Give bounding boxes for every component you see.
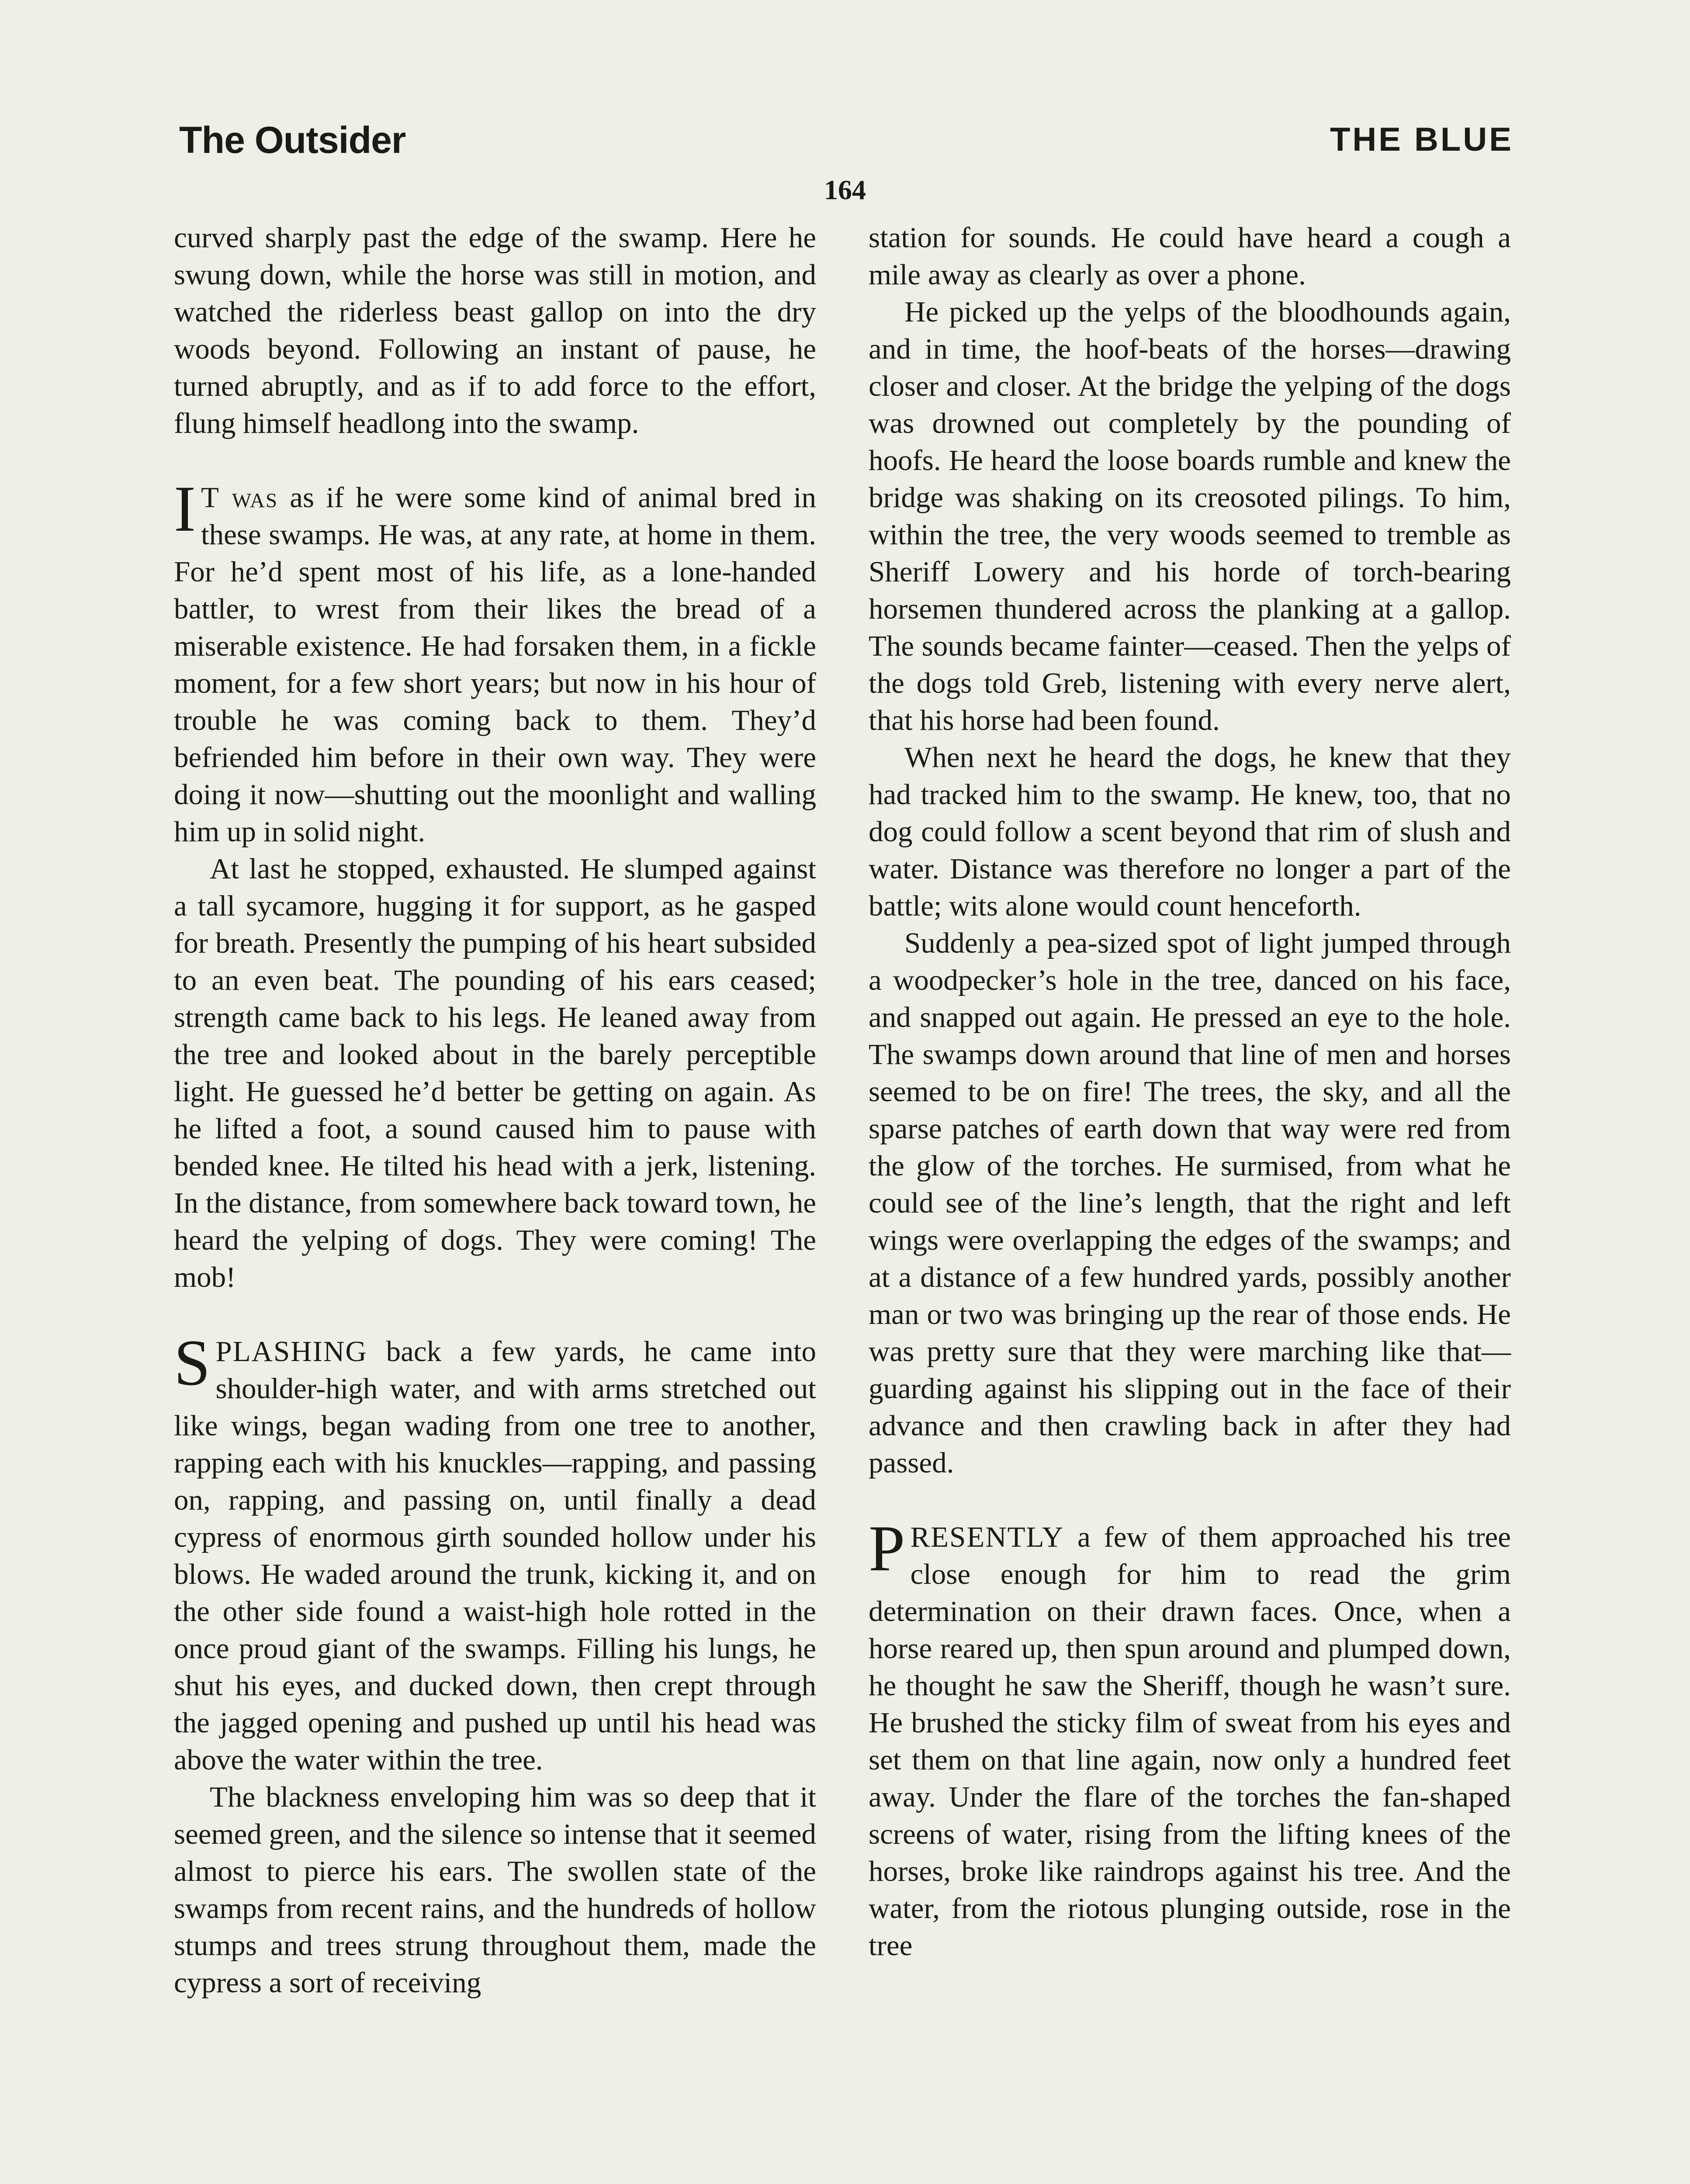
lead-in: PLASHING xyxy=(215,1335,367,1368)
section-paragraph xyxy=(174,473,816,850)
right-column xyxy=(869,219,1511,1964)
drop-cap: S xyxy=(174,1327,211,1399)
paragraph: At last he stopped, exhausted. He slumped against a tall sycamore, hugging it for support, as he gasped for breath. Presently the pumping of his heart subsided to an even beat. The pounding of his ears ceased; strength came back to his legs. He leaned away from the tree and looked about in the barely perceptible light. He guessed he’d better be getting on again. As he lifted a foot, a sound caused him to pause with bended knee. He tilted his head with a jerk, listening. In the distance, from somewhere back toward town, he heard the yelping of dogs. They were coming! The mob! xyxy=(174,853,816,1293)
paragraph: station for sounds. He could have heard a cough a mile away as clearly as over a phone. xyxy=(869,221,1511,291)
paragraph: Suddenly a pea-sized spot of light jumped through a woodpecker’s hole in the tree, danced on his face, and snapped out again. He pressed an eye to the hole. The swamps down around that line of men and horses seemed to be on fire! The trees, the sky, and all the sparse patches of earth down that way were red from the glow of the torches. He surmised, from what he could see of the line’s length, that the right and left wings were overlapping the edges of the swamps; and at a distance of a few hundred yards, possibly another man or two was bringing up the rear of those ends. He was pretty sure that they were marching like that—guarding against his slipping out in the face of their advance and then crawling back in after they had passed. xyxy=(869,927,1511,1479)
section-paragraph xyxy=(869,1512,1511,1964)
paragraph: The blackness enveloping him was so deep that it seemed green, and the silence so intense that it seemed almost to pierce his ears. The swollen state of the swamps from recent rains, and the hundreds of hollow stumps and trees strung throughout them, made the cypress a sort of receiving xyxy=(174,1781,816,1999)
paragraph: He picked up the yelps of the bloodhounds again, and in time, the hoof-beats of the horses—drawing closer and closer. At the bridge the yelping of the dogs was drowned out completely by the pounding of hoofs. He heard the loose boards rumble and knew the bridge was shaking on its creosoted pilings. To him, within the tree, the very woods seemed to tremble as Sheriff Lowery and his horde of torch-bearing horsemen thundered across the planking at a gallop. The sounds became fainter—ceased. Then the yelps of the dogs told Greb, listening with every nerve alert, that his horse had been found. xyxy=(869,296,1511,736)
paragraph-text: back a few yards, he came into shoulder-high water, and with arms stretched out like wings, began wading from one tree to another, rapping each with his knuckles—rapping, and passing on, rapping, and passing on, until finally a dead cypress of enormous girth sounded hollow under his blows. He waded around the trunk, kicking it, and on the other side found a waist-high hole rotted in the once proud giant of the swamps. Filling his lungs, he shut his eyes, and ducked down, then crept through the jagged opening and pushed up until his head was above the water within the tree. xyxy=(174,1335,816,1776)
paragraph: When next he heard the dogs, he knew that they had tracked him to the swamp. He knew, too, that no dog could follow a scent beyond that rim of slush and water. Distance was therefore no longer a part of the battle; wits alone would count henceforth. xyxy=(869,741,1511,922)
drop-cap: P xyxy=(869,1512,905,1585)
page-number: 164 xyxy=(824,174,866,205)
story-title: The Outsider xyxy=(179,119,406,161)
paragraph: curved sharply past the edge of the swamp. Here he swung down, while the horse was still in motion, and watched the riderless beast gallop on into the dry woods beyond. Following an instant of pause, he turned abruptly, and as if to add force to the effort, flung himself headlong into the swamp. xyxy=(174,221,816,439)
lead-in: RESENTLY xyxy=(910,1521,1064,1553)
drop-cap: I xyxy=(174,473,196,545)
section-paragraph xyxy=(174,1327,816,1779)
lead-in: T was xyxy=(201,481,278,514)
paragraph-text: as if he were some kind of animal bred in these swamps. He was, at any rate, at home in them. For he’d spent most of his life, as a lone-handed battler, to wrest from their likes the bread of a miserable existence. He had forsaken them, in a fickle moment, for a few short years; but now in his hour of trouble he was coming back to them. They’d befriended him before in their own way. They were doing it now—shutting out the moonlight and walling him up in solid night. xyxy=(174,481,816,848)
paragraph-text: a few of them approached his tree close enough for him to read the grim determination on their drawn faces. Once, when a horse reared up, then spun around and plumped down, he thought he saw the Sheriff, though he wasn’t sure. He brushed the sticky film of sweat from his eyes and set them on that line again, now only a hundred feet away. Under the flare of the torches the fan-shaped screens of water, rising from the lifting knees of the horses, broke like raindrops against his tree. And the water, from the riotous plunging outside, rose in the tree xyxy=(869,1521,1511,1962)
magazine-name: THE BLUE xyxy=(1330,121,1513,158)
left-column xyxy=(174,219,816,2001)
